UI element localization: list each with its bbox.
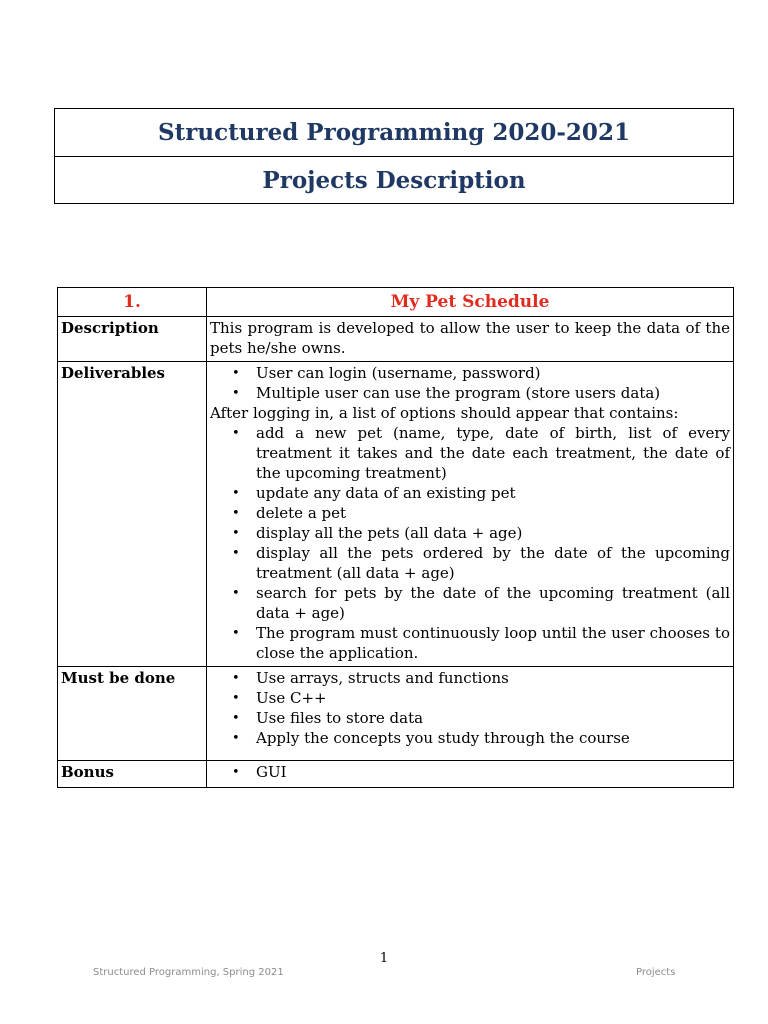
page-number: 1 [379,951,389,966]
list-item: • Apply the concepts you study through the course [210,728,730,748]
list-item: • User can login (username, password) [210,363,730,383]
document-subtitle: Projects Description [55,156,733,204]
must-list [210,668,730,748]
list-item: • The program must continuously loop until the user chooses to close the application. [210,623,730,663]
bonus-row [58,761,734,788]
list-item: • Use files to store data [210,708,730,728]
list-item: • search for pets by the date of the upcoming treatment (all data + age) [210,583,730,623]
project-number: 1. [58,288,207,317]
must-cell [207,667,734,761]
project-table [57,287,734,788]
deliverables-row [58,362,734,667]
bonus-list [210,762,730,782]
list-item: • add a new pet (name, type, date of birth, list of every treatment it takes and the date each treatment, the date of the upcoming treatment) [210,423,730,483]
options-intro: After logging in, a list of options should appear that contains: [210,404,679,422]
options-list [210,423,730,663]
must-label: Must be done [58,667,207,761]
description-text: This program is developed to allow the user to keep the data of the pets he/she owns. [207,317,734,362]
project-header-row [58,288,734,317]
must-row [58,667,734,761]
list-item: • GUI [210,762,730,782]
deliverables-cell [207,362,734,667]
title-box [54,108,734,204]
bonus-cell [207,761,734,788]
login-list [210,363,730,403]
footer-left: Structured Programming, Spring 2021 [93,967,284,978]
list-item: • delete a pet [210,503,730,523]
list-item: • Use arrays, structs and functions [210,668,730,688]
project-name: My Pet Schedule [207,288,734,317]
deliverables-label: Deliverables [58,362,207,667]
list-item: • display all the pets (all data + age) [210,523,730,543]
list-item: • Use C++ [210,688,730,708]
description-row [58,317,734,362]
bonus-label: Bonus [58,761,207,788]
list-item: • Multiple user can use the program (store users data) [210,383,730,403]
description-label: Description [58,317,207,362]
list-item: • display all the pets ordered by the date of the upcoming treatment (all data + age) [210,543,730,583]
list-item: • update any data of an existing pet [210,483,730,503]
footer-right: Projects [636,967,676,978]
document-title: Structured Programming 2020-2021 [158,119,630,146]
